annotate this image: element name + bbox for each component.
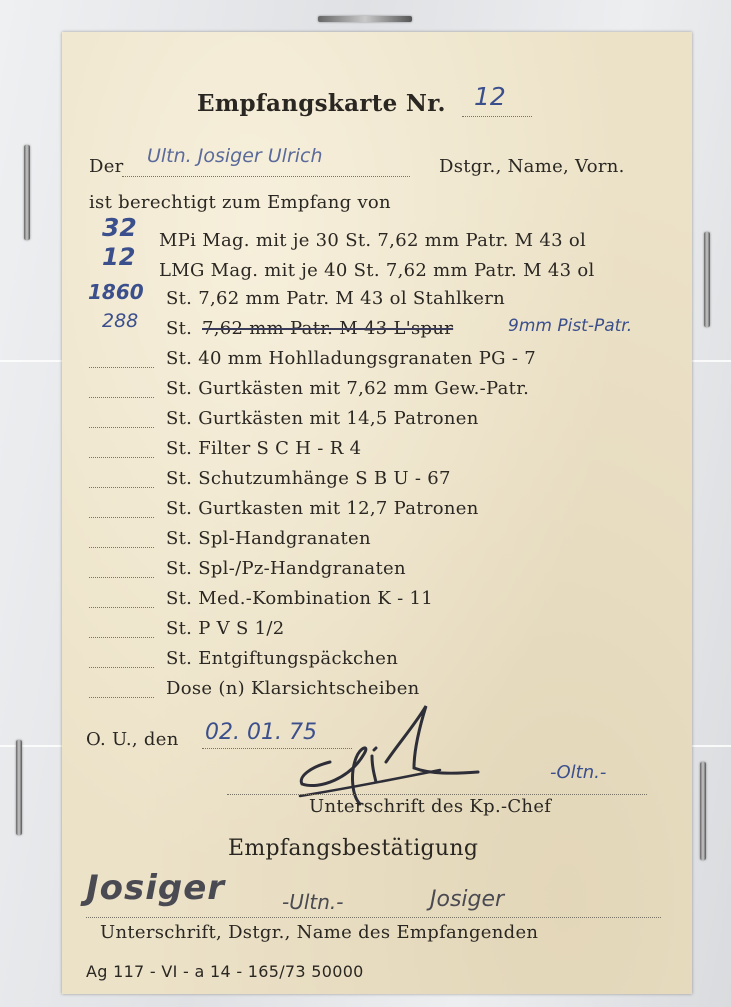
item-text: St. Schutzumhänge S B U - 67 (166, 468, 451, 489)
item-text: Dose (n) Klarsichtscheiben (166, 678, 420, 699)
confirmation-title: Empfangsbestätigung (228, 836, 479, 861)
staple-right-bottom (700, 762, 706, 860)
receiver-signature: Josiger (86, 868, 226, 908)
item-text: St. Spl-Handgranaten (166, 528, 371, 549)
entitled-text: ist berechtigt zum Empfang von (89, 192, 391, 213)
qty-line (89, 367, 154, 368)
item-text: St. Entgiftungspäckchen (166, 648, 399, 669)
qty-line (89, 397, 154, 398)
footer-code: Ag 117 - VI - a 14 - 165/73 50000 (86, 962, 364, 981)
staple-left-top (24, 145, 30, 240)
der-label: Der (89, 156, 124, 177)
der-suffix: Dstgr., Name, Vorn. (439, 156, 625, 177)
qty-line (89, 637, 154, 638)
qty-line (89, 667, 154, 668)
qty-line (89, 517, 154, 518)
place-date-label: O. U., den (86, 729, 179, 750)
qty-line (89, 607, 154, 608)
number-line (462, 116, 532, 117)
item-text: St. Gurtkästen mit 7,62 mm Gew.-Patr. (166, 378, 530, 399)
item-hand-note: 9mm Pist-Patr. (508, 316, 633, 336)
qty-line (89, 487, 154, 488)
receiver-sig-label: Unterschrift, Dstgr., Name des Empfangenden (100, 922, 539, 943)
qty-line (89, 427, 154, 428)
item-qty: 12 (102, 243, 136, 271)
chief-signature (290, 692, 520, 807)
card-number: 12 (474, 82, 506, 111)
item-text: St. (166, 318, 193, 339)
item-text: St. Gurtkästen mit 14,5 Patronen (166, 408, 479, 429)
item-qty: 32 (102, 213, 137, 242)
staple-right-top (704, 232, 710, 327)
item-text: St. Gurtkasten mit 12,7 Patronen (166, 498, 479, 519)
card-title: Empfangskarte Nr. (197, 90, 446, 117)
qty-line (89, 457, 154, 458)
staple-top (318, 16, 412, 22)
recipient-line (122, 176, 410, 177)
qty-line (89, 547, 154, 548)
item-text: St. Spl-/Pz-Handgranaten (166, 558, 406, 579)
chief-sig-line (227, 794, 647, 795)
chief-sig-label: Unterschrift des Kp.-Chef (309, 796, 552, 817)
item-text: St. 7,62 mm Patr. M 43 ol Stahlkern (166, 288, 505, 309)
item-text: St. Med.-Kombination K - 11 (166, 588, 434, 609)
item-text: LMG Mag. mit je 40 St. 7,62 mm Patr. M 43 ol (159, 260, 595, 281)
item-struck-text: 7,62 mm Patr. M 43 L'spur (202, 318, 454, 339)
staple-left-bottom (16, 740, 22, 835)
receiver-rank: -Ultn.- (282, 890, 344, 914)
item-text: MPi Mag. mit je 30 St. 7,62 mm Patr. M 43 ol (159, 230, 587, 251)
item-text: St. 40 mm Hohlladungsgranaten PG - 7 (166, 348, 536, 369)
qty-line (89, 697, 154, 698)
chief-rank: -Oltn.- (550, 762, 607, 783)
date-handwritten: 02. 01. 75 (205, 720, 317, 745)
receiver-sig-line (86, 917, 661, 918)
item-text: St. Filter S C H - R 4 (166, 438, 362, 459)
item-text: St. P V S 1/2 (166, 618, 285, 639)
item-qty: 288 (102, 310, 139, 332)
receiver-name: Josiger (430, 887, 505, 912)
receipt-card (62, 32, 692, 994)
item-qty: 1860 (88, 280, 144, 304)
recipient-name: Ultn. Josiger Ulrich (147, 145, 323, 167)
qty-line (89, 577, 154, 578)
